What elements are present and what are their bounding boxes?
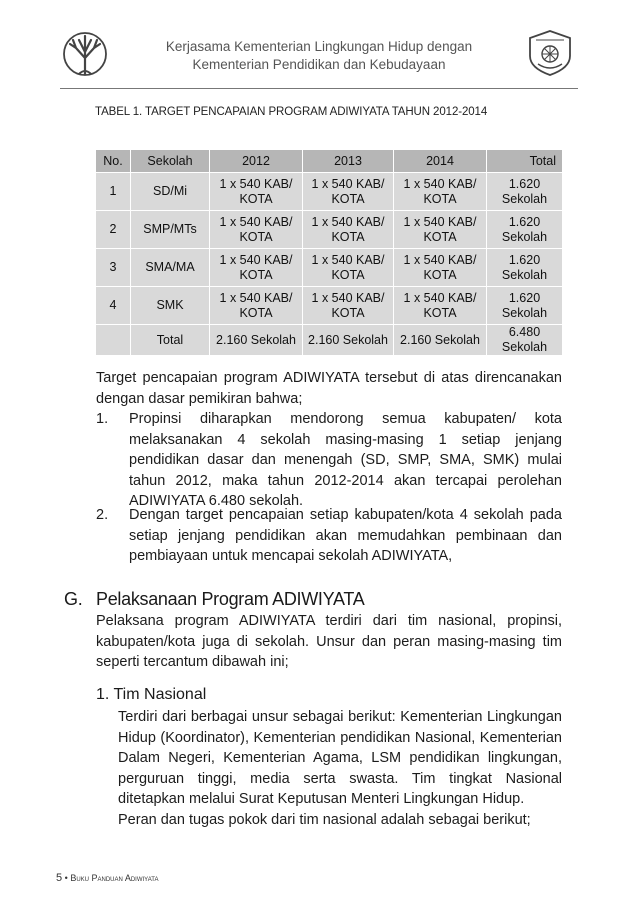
column-header: 2014 (394, 150, 487, 172)
cell-2013: 1 x 540 KAB/ KOTA (303, 286, 394, 324)
tut-wuri-handayani-logo-icon (526, 28, 574, 78)
cell-2012: 2.160 Sekolah (210, 324, 303, 355)
cell-2013: 1 x 540 KAB/ KOTA (303, 210, 394, 248)
list-item (96, 505, 562, 567)
list-text: Propinsi diharapkan mendorong semua kabupaten/ kota melaksanakan 4 sekolah masing-masing 1 setiap jenjang pendidikan dasar dan menengah (SD, SMP, SMA, SMK) mulai tahun 2012, maka tahun 2012-2014 akan tercapai perolehan ADIWIYATA 6.480 sekolah. (129, 411, 562, 509)
page-number: 5 (56, 872, 63, 884)
list-number: 2. (96, 507, 109, 523)
cell-total: 1.620 Sekolah (487, 286, 562, 324)
cell-sekolah: SMP/MTs (131, 210, 210, 248)
section-title: Pelaksanaan Program ADIWIYATA (96, 589, 365, 609)
cell-sekolah: SMK (131, 286, 210, 324)
cell-2014: 1 x 540 KAB/ KOTA (394, 172, 487, 210)
list-number: 1. (96, 411, 109, 427)
cell-total: 1.620 Sekolah (487, 172, 562, 210)
header-title-line2: Kementerian Pendidikan dan Kebudayaan (192, 57, 446, 72)
cell-sekolah: SD/Mi (131, 172, 210, 210)
cell-no: 3 (96, 248, 131, 286)
target-table (96, 150, 562, 355)
cell-2012: 1 x 540 KAB/ KOTA (210, 210, 303, 248)
section-letter: G. (64, 589, 83, 609)
cell-2012: 1 x 540 KAB/ KOTA (210, 248, 303, 286)
subsection-body (118, 707, 562, 830)
cell-no: 2 (96, 210, 131, 248)
cell-2014: 1 x 540 KAB/ KOTA (394, 210, 487, 248)
table-caption: TABEL 1. TARGET PENCAPAIAN PROGRAM ADIWIYATA TAHUN 2012-2014 (95, 106, 488, 118)
column-header: No. (96, 150, 131, 172)
column-header: 2013 (303, 150, 394, 172)
table-row (96, 210, 562, 248)
cell-total: 1.620 Sekolah (487, 248, 562, 286)
footer-separator: • (64, 873, 68, 883)
header-title-line1: Kerjasama Kementerian Lingkungan Hidup dengan (165, 39, 473, 54)
table-row (96, 286, 562, 324)
subsection-heading: 1. Tim Nasional (96, 686, 207, 703)
page-header (0, 0, 638, 90)
cell-2013: 1 x 540 KAB/ KOTA (303, 248, 394, 286)
cell-total: 1.620 Sekolah (487, 210, 562, 248)
cell-2013: 2.160 Sekolah (303, 324, 394, 355)
cell-2012: 1 x 540 KAB/ KOTA (210, 172, 303, 210)
cell-total-label: Total (131, 324, 210, 355)
cell-no (96, 324, 131, 355)
list-item (96, 409, 562, 511)
cell-2014: 1 x 540 KAB/ KOTA (394, 286, 487, 324)
cell-2012: 1 x 540 KAB/ KOTA (210, 286, 303, 324)
cell-2013: 1 x 540 KAB/ KOTA (303, 172, 394, 210)
list-text: Dengan target pencapaian setiap kabupaten/kota 4 sekolah pada setiap jenjang pendidikan akan memudahkan pembinaan dan pembiayaan untuk mencapai sekolah ADIWIYATA, (129, 507, 562, 564)
subsection-paragraph: Peran dan tugas pokok dari tim nasional adalah sebagai berikut; (118, 811, 531, 828)
intro-paragraph: Target pencapaian program ADIWIYATA tersebut di atas direncanakan dengan dasar pemikiran bahwa; (96, 370, 562, 407)
column-header: Sekolah (131, 150, 210, 172)
subsection-paragraph: Terdiri dari berbagai unsur sebagai berikut: Kementerian Lingkungan Hidup (Koordinator), Kementerian pendidikan Nasional, Kementerian Dalam Negeri, Kementerian Agama, LSM pendidikan lingkungan, perguruan tinggi, media serta swasta. Tim tingkat Nasional ditetapkan melalui Surat Keputusan Menteri Lingkungan Hidup. (118, 709, 562, 807)
header-rule (60, 88, 578, 89)
cell-no: 1 (96, 172, 131, 210)
section-heading (64, 589, 364, 610)
header-title (120, 38, 518, 74)
table-row (96, 172, 562, 210)
tree-logo-icon (62, 30, 108, 80)
column-header: Total (487, 150, 562, 172)
cell-no: 4 (96, 286, 131, 324)
cell-sekolah: SMA/MA (131, 248, 210, 286)
section-paragraph: Pelaksana program ADIWIYATA terdiri dari tim nasional, propinsi, kabupaten/kota juga di sekolah. Unsur dan peran masing-masing tim seperti tercantum dibawah ini; (96, 613, 562, 670)
table-row (96, 248, 562, 286)
cell-2014: 1 x 540 KAB/ KOTA (394, 248, 487, 286)
table-total-row (96, 324, 562, 355)
page-footer (56, 872, 159, 884)
cell-total: 6.480 Sekolah (487, 324, 562, 355)
table-header-row (96, 150, 562, 172)
column-header: 2012 (210, 150, 303, 172)
cell-2014: 2.160 Sekolah (394, 324, 487, 355)
footer-book-title: Buku Panduan Adiwiyata (70, 873, 159, 883)
